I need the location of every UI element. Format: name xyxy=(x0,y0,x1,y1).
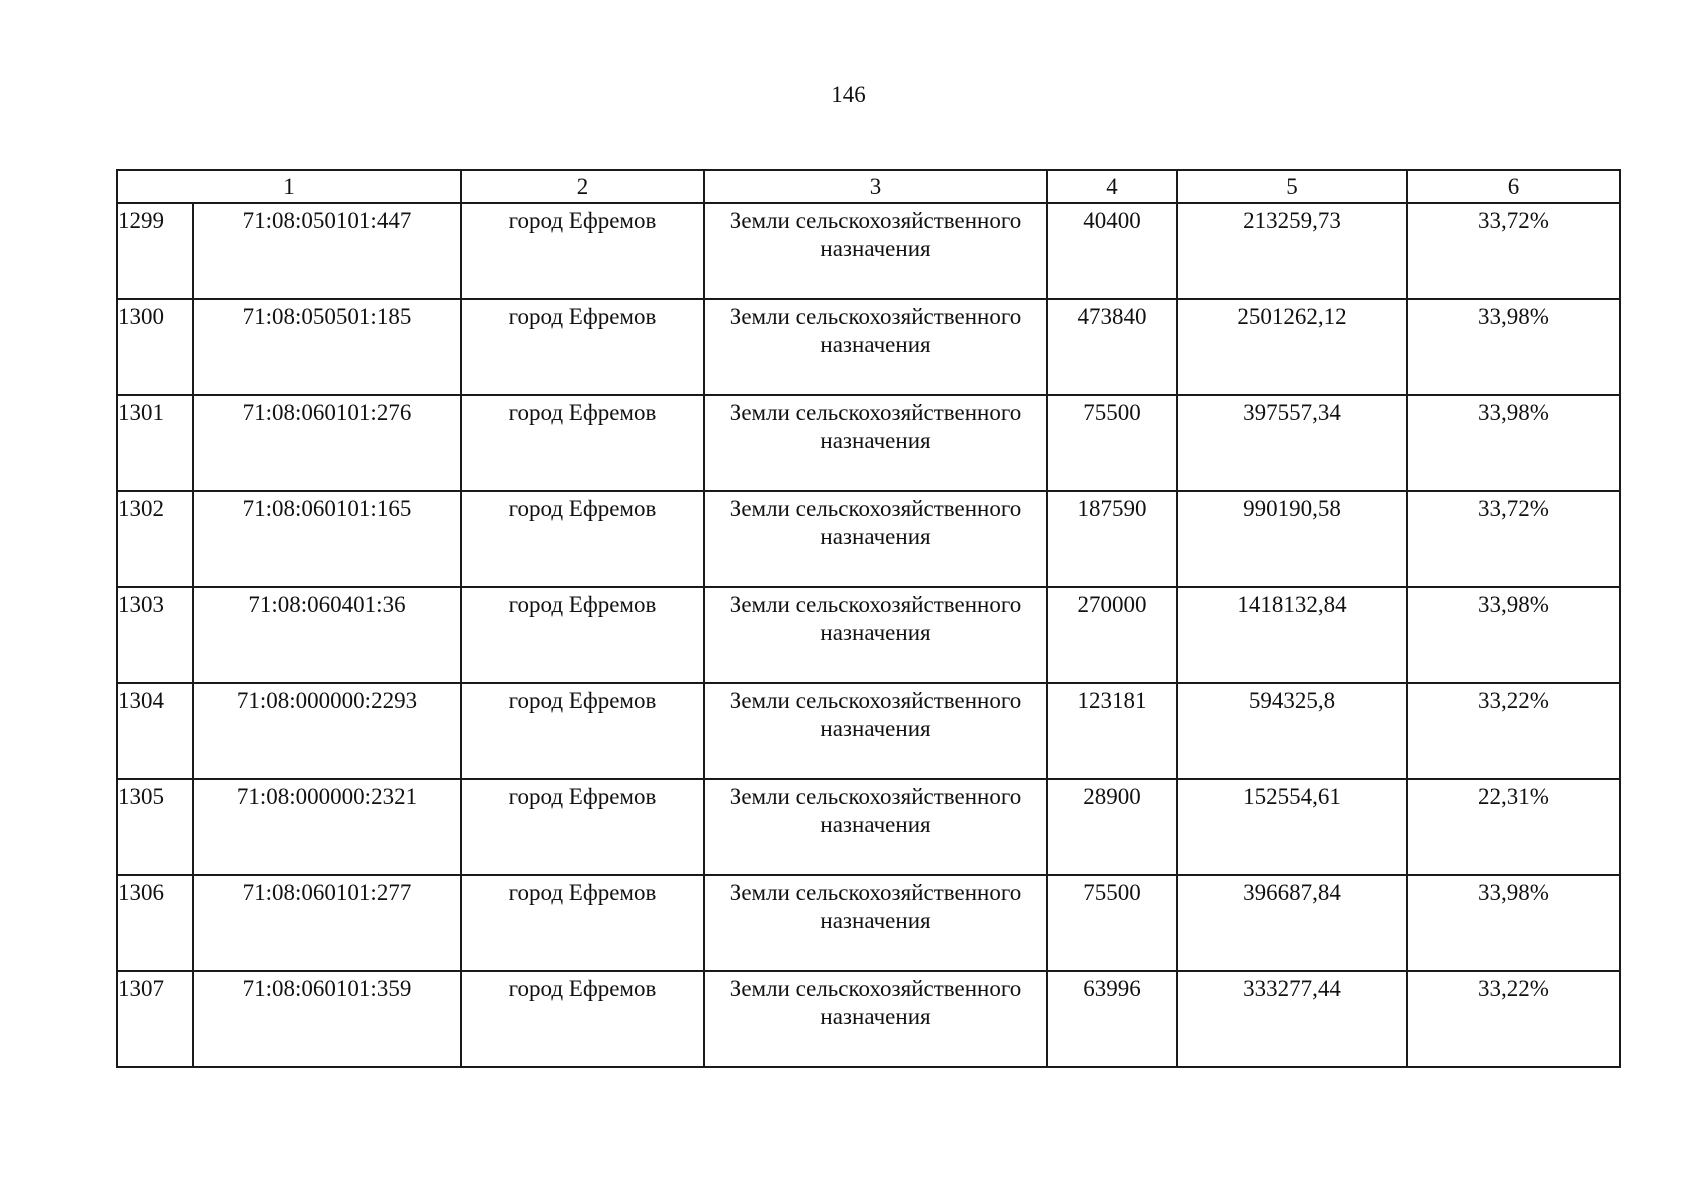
value-text: 990190,58 xyxy=(1243,496,1341,521)
value-cell xyxy=(1177,299,1407,395)
area-cell xyxy=(1047,491,1177,587)
value-text: 333277,44 xyxy=(1243,976,1341,1001)
table-row xyxy=(117,875,1620,971)
land-category-line-1: Земли сельскохозяйственного xyxy=(729,688,1022,713)
land-category-line-2: назначения xyxy=(820,1004,931,1029)
cadastral-number-text: 71:08:060101:277 xyxy=(242,880,412,905)
locality-text: город Ефремов xyxy=(508,784,657,809)
row-number-cell xyxy=(117,299,193,395)
land-category-line-2: назначения xyxy=(820,524,931,549)
column-header-6: 6 xyxy=(1407,170,1620,203)
table-row xyxy=(117,299,1620,395)
rate-cell xyxy=(1407,587,1620,683)
land-category-line-1: Земли сельскохозяйственного xyxy=(729,880,1022,905)
value-text: 2501262,12 xyxy=(1237,304,1347,329)
cadastral-number-cell xyxy=(193,299,461,395)
locality-cell xyxy=(461,779,704,875)
locality-text: город Ефремов xyxy=(508,208,657,233)
area-text: 75500 xyxy=(1083,880,1141,905)
cadastral-number-cell xyxy=(193,779,461,875)
value-cell xyxy=(1177,875,1407,971)
rate-cell xyxy=(1407,683,1620,779)
land-category-cell xyxy=(704,875,1047,971)
value-text: 213259,73 xyxy=(1243,208,1341,233)
cadastral-number-cell xyxy=(193,875,461,971)
value-text: 396687,84 xyxy=(1243,880,1341,905)
locality-cell xyxy=(461,971,704,1067)
land-category-line-1: Земли сельскохозяйственного xyxy=(729,784,1022,809)
cadastral-number-text: 71:08:000000:2293 xyxy=(236,688,418,713)
value-cell xyxy=(1177,683,1407,779)
area-cell xyxy=(1047,395,1177,491)
rate-cell xyxy=(1407,971,1620,1067)
row-number-text: 1300 xyxy=(118,304,164,329)
rate-text: 33,72% xyxy=(1478,496,1549,521)
area-cell xyxy=(1047,683,1177,779)
locality-cell xyxy=(461,203,704,299)
column-header-2: 2 xyxy=(461,170,704,203)
area-cell xyxy=(1047,587,1177,683)
land-category-line-2: назначения xyxy=(820,236,931,261)
row-number-cell xyxy=(117,203,193,299)
value-text: 594325,8 xyxy=(1248,688,1336,713)
area-text: 270000 xyxy=(1077,592,1147,617)
locality-text: город Ефремов xyxy=(508,496,657,521)
table-row xyxy=(117,683,1620,779)
land-category-line-2: назначения xyxy=(820,908,931,933)
value-cell xyxy=(1177,587,1407,683)
value-text: 397557,34 xyxy=(1243,400,1341,425)
row-number-cell xyxy=(117,971,193,1067)
row-number-cell xyxy=(117,395,193,491)
cadastral-number-text: 71:08:060401:36 xyxy=(248,592,406,617)
area-cell xyxy=(1047,779,1177,875)
value-cell xyxy=(1177,203,1407,299)
rate-text: 22,31% xyxy=(1478,784,1549,809)
area-text: 40400 xyxy=(1083,208,1141,233)
land-category-line-2: назначения xyxy=(820,332,931,357)
rate-cell xyxy=(1407,491,1620,587)
cadastral-number-cell xyxy=(193,683,461,779)
cadastral-number-text: 71:08:060101:359 xyxy=(242,976,412,1001)
rate-cell xyxy=(1407,779,1620,875)
rate-cell xyxy=(1407,395,1620,491)
area-cell xyxy=(1047,299,1177,395)
cadastral-number-cell xyxy=(193,395,461,491)
rate-text: 33,72% xyxy=(1478,208,1549,233)
land-category-cell xyxy=(704,683,1047,779)
row-number-cell xyxy=(117,683,193,779)
land-category-cell xyxy=(704,203,1047,299)
area-text: 187590 xyxy=(1077,496,1147,521)
page-number: 146 xyxy=(831,82,866,107)
land-category-cell xyxy=(704,971,1047,1067)
locality-cell xyxy=(461,875,704,971)
land-category-cell xyxy=(704,779,1047,875)
area-text: 63996 xyxy=(1083,976,1141,1001)
land-category-line-1: Земли сельскохозяйственного xyxy=(729,304,1022,329)
table-row xyxy=(117,971,1620,1067)
land-category-cell xyxy=(704,299,1047,395)
locality-text: город Ефремов xyxy=(508,976,657,1001)
area-text: 473840 xyxy=(1077,304,1147,329)
area-cell xyxy=(1047,971,1177,1067)
row-number-text: 1299 xyxy=(118,208,164,233)
column-header-5: 5 xyxy=(1177,170,1407,203)
table-row xyxy=(117,203,1620,299)
land-category-line-2: назначения xyxy=(820,812,931,837)
area-cell xyxy=(1047,203,1177,299)
locality-cell xyxy=(461,491,704,587)
rate-text: 33,98% xyxy=(1478,880,1549,905)
locality-text: город Ефремов xyxy=(508,688,657,713)
area-text: 123181 xyxy=(1077,688,1147,713)
table-row xyxy=(117,491,1620,587)
locality-text: город Ефремов xyxy=(508,400,657,425)
row-number-cell xyxy=(117,875,193,971)
cadastral-number-cell xyxy=(193,491,461,587)
rate-cell xyxy=(1407,203,1620,299)
rate-cell xyxy=(1407,299,1620,395)
cadastral-number-text: 71:08:000000:2321 xyxy=(236,784,418,809)
column-header-4: 4 xyxy=(1047,170,1177,203)
land-category-line-1: Земли сельскохозяйственного xyxy=(729,400,1022,425)
value-cell xyxy=(1177,779,1407,875)
locality-cell xyxy=(461,395,704,491)
area-text: 75500 xyxy=(1083,400,1141,425)
table-body xyxy=(117,203,1620,1067)
rate-text: 33,98% xyxy=(1478,592,1549,617)
value-cell xyxy=(1177,491,1407,587)
rate-cell xyxy=(1407,875,1620,971)
locality-text: город Ефремов xyxy=(508,880,657,905)
locality-cell xyxy=(461,683,704,779)
value-text: 1418132,84 xyxy=(1237,592,1347,617)
locality-text: город Ефремов xyxy=(508,304,657,329)
cadastral-number-text: 71:08:060101:165 xyxy=(242,496,412,521)
row-number-text: 1304 xyxy=(118,688,164,713)
land-category-cell xyxy=(704,587,1047,683)
row-number-cell xyxy=(117,587,193,683)
cadastral-number-text: 71:08:050501:185 xyxy=(242,304,412,329)
value-text: 152554,61 xyxy=(1243,784,1341,809)
land-category-line-2: назначения xyxy=(820,620,931,645)
locality-text: город Ефремов xyxy=(508,592,657,617)
locality-cell xyxy=(461,587,704,683)
rate-text: 33,98% xyxy=(1478,304,1549,329)
land-category-line-2: назначения xyxy=(820,716,931,741)
row-number-text: 1307 xyxy=(118,976,164,1001)
land-plots-table xyxy=(116,169,1621,1068)
rate-text: 33,98% xyxy=(1478,400,1549,425)
value-cell xyxy=(1177,971,1407,1067)
area-text: 28900 xyxy=(1083,784,1141,809)
locality-cell xyxy=(461,299,704,395)
column-header-3: 3 xyxy=(704,170,1047,203)
land-category-line-1: Земли сельскохозяйственного xyxy=(729,496,1022,521)
value-cell xyxy=(1177,395,1407,491)
land-category-cell xyxy=(704,491,1047,587)
land-category-line-1: Земли сельскохозяйственного xyxy=(729,976,1022,1001)
table-row xyxy=(117,779,1620,875)
table-row xyxy=(117,395,1620,491)
row-number-text: 1306 xyxy=(118,880,164,905)
row-number-text: 1305 xyxy=(118,784,164,809)
row-number-text: 1302 xyxy=(118,496,164,521)
table-row xyxy=(117,587,1620,683)
cadastral-number-text: 71:08:050101:447 xyxy=(242,208,412,233)
cadastral-number-text: 71:08:060101:276 xyxy=(242,400,412,425)
land-category-line-1: Земли сельскохозяйственного xyxy=(729,592,1022,617)
column-header-1: 1 xyxy=(117,170,461,203)
cadastral-number-cell xyxy=(193,203,461,299)
row-number-text: 1303 xyxy=(118,592,164,617)
column-number-header-row xyxy=(117,170,1620,203)
row-number-cell xyxy=(117,779,193,875)
cadastral-number-cell xyxy=(193,971,461,1067)
land-category-line-1: Земли сельскохозяйственного xyxy=(729,208,1022,233)
land-category-cell xyxy=(704,395,1047,491)
cadastral-number-cell xyxy=(193,587,461,683)
row-number-cell xyxy=(117,491,193,587)
rate-text: 33,22% xyxy=(1478,688,1549,713)
row-number-text: 1301 xyxy=(118,400,164,425)
area-cell xyxy=(1047,875,1177,971)
land-category-line-2: назначения xyxy=(820,428,931,453)
rate-text: 33,22% xyxy=(1478,976,1549,1001)
